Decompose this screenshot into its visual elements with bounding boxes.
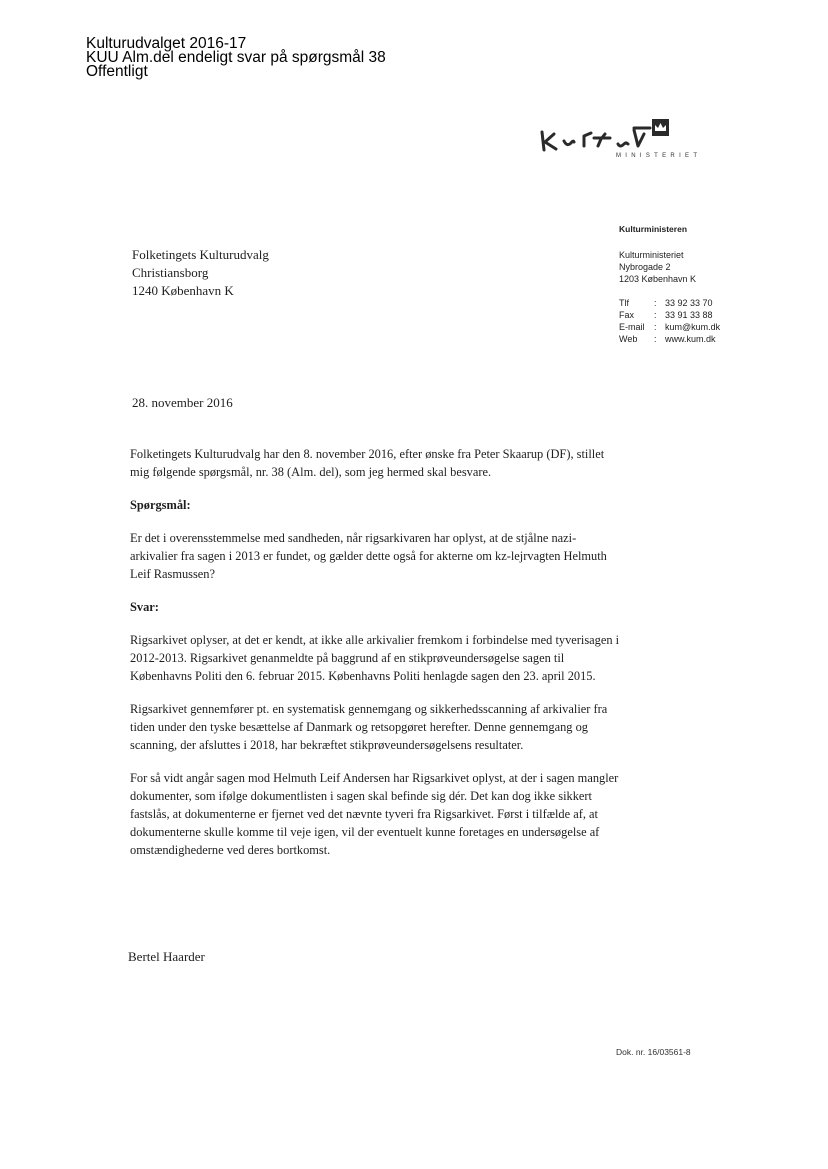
answer-paragraph-1: Rigsarkivet oplyser, at det er kendt, at ikke alle arkivalier fremkom i forbindelse med tyverisagen i 2012-2013. Rigsarkivet genanmeldte på baggrund af en stikprøveundersøgelse sagen til Københavns Politi den 6. februar 2015. Københavns Politi henlagde sagen den 23. april 2015. [130, 633, 620, 683]
sender-org: Kulturministeriet [619, 250, 684, 260]
recipient-city: 1240 København K [132, 283, 234, 298]
answer-heading: Svar: [130, 600, 159, 614]
kultur-script-logo-icon [538, 116, 708, 156]
recipient-building: Christiansborg [132, 265, 209, 280]
contact-email: E-mail : kum@kum.dk [619, 322, 721, 332]
signature: Bertel Haarder [128, 949, 205, 964]
intro-paragraph: Folketingets Kulturudvalg har den 8. november 2016, efter ønske fra Peter Skaarup (DF), stillet mig følgende spørgsmål, nr. 38 (Alm. del), som jeg hermed skal besvare. [130, 447, 605, 479]
document-number: Dok. nr. 16/03561-8 [616, 1047, 691, 1057]
logo-subtitle: MINISTERIET [616, 153, 702, 159]
header-committee: Kulturudvalget 2016-17 [86, 35, 247, 52]
answer-paragraph-2: Rigsarkivet gennemfører pt. en systematisk gennemgang og sikkerhedsscanning af arkivalier fra tiden under den tyske besættelse af Danmark og retsopgøret herefter. Denne gennemgang og scanning, der afsluttes i 2018, har bekræftet stikprøveundersøgelsens resultater. [130, 702, 608, 752]
sender-title: Kulturministeren [619, 224, 688, 234]
question-heading: Spørgsmål: [130, 498, 191, 512]
letter-body [130, 445, 620, 874]
answer-paragraph-3: For så vidt angår sagen mod Helmuth Leif Andersen har Rigsarkivet oplyst, at der i sagen mangler dokumenter, som ifølge dokumentlisten i sagen skal befinde sig dér. Det kan dog ikke sikkert fastslås, at dokumenterne er fjernet ved det nævnte tyveri fra Rigsarkivet. Først i tilfælde af, at dokumenterne skulle komme til veje igen, vil der eventuelt kunne foretages en undersøgelse af omstændighederne ved deres bortkomst. [130, 771, 619, 857]
letter-date: 28. november 2016 [132, 395, 233, 410]
recipient-name: Folketingets Kulturudvalg [132, 247, 269, 262]
sender-city: 1203 København K [619, 274, 697, 284]
question-paragraph: Er det i overensstemmelse med sandheden, når rigsarkivaren har oplyst, at de stjålne nazi-arkivalier fra sagen i 2013 er fundet, og gælder dette også for akterne om kz-lejrvagten Helmuth Leif Rasmussen? [130, 531, 607, 581]
document-header [86, 37, 386, 79]
contact-fax: Fax : 33 91 33 88 [619, 310, 713, 320]
header-reference: KUU Alm.del endeligt svar på spørgsmål 38 [86, 49, 386, 66]
sender-info [619, 224, 720, 345]
contact-web: Web : www.kum.dk [619, 334, 716, 344]
header-status: Offentligt [86, 63, 148, 80]
contact-phone: Tlf : 33 92 33 70 [619, 298, 713, 308]
recipient-address [132, 246, 269, 300]
contact-list [619, 297, 720, 345]
sender-street: Nybrogade 2 [619, 262, 671, 272]
